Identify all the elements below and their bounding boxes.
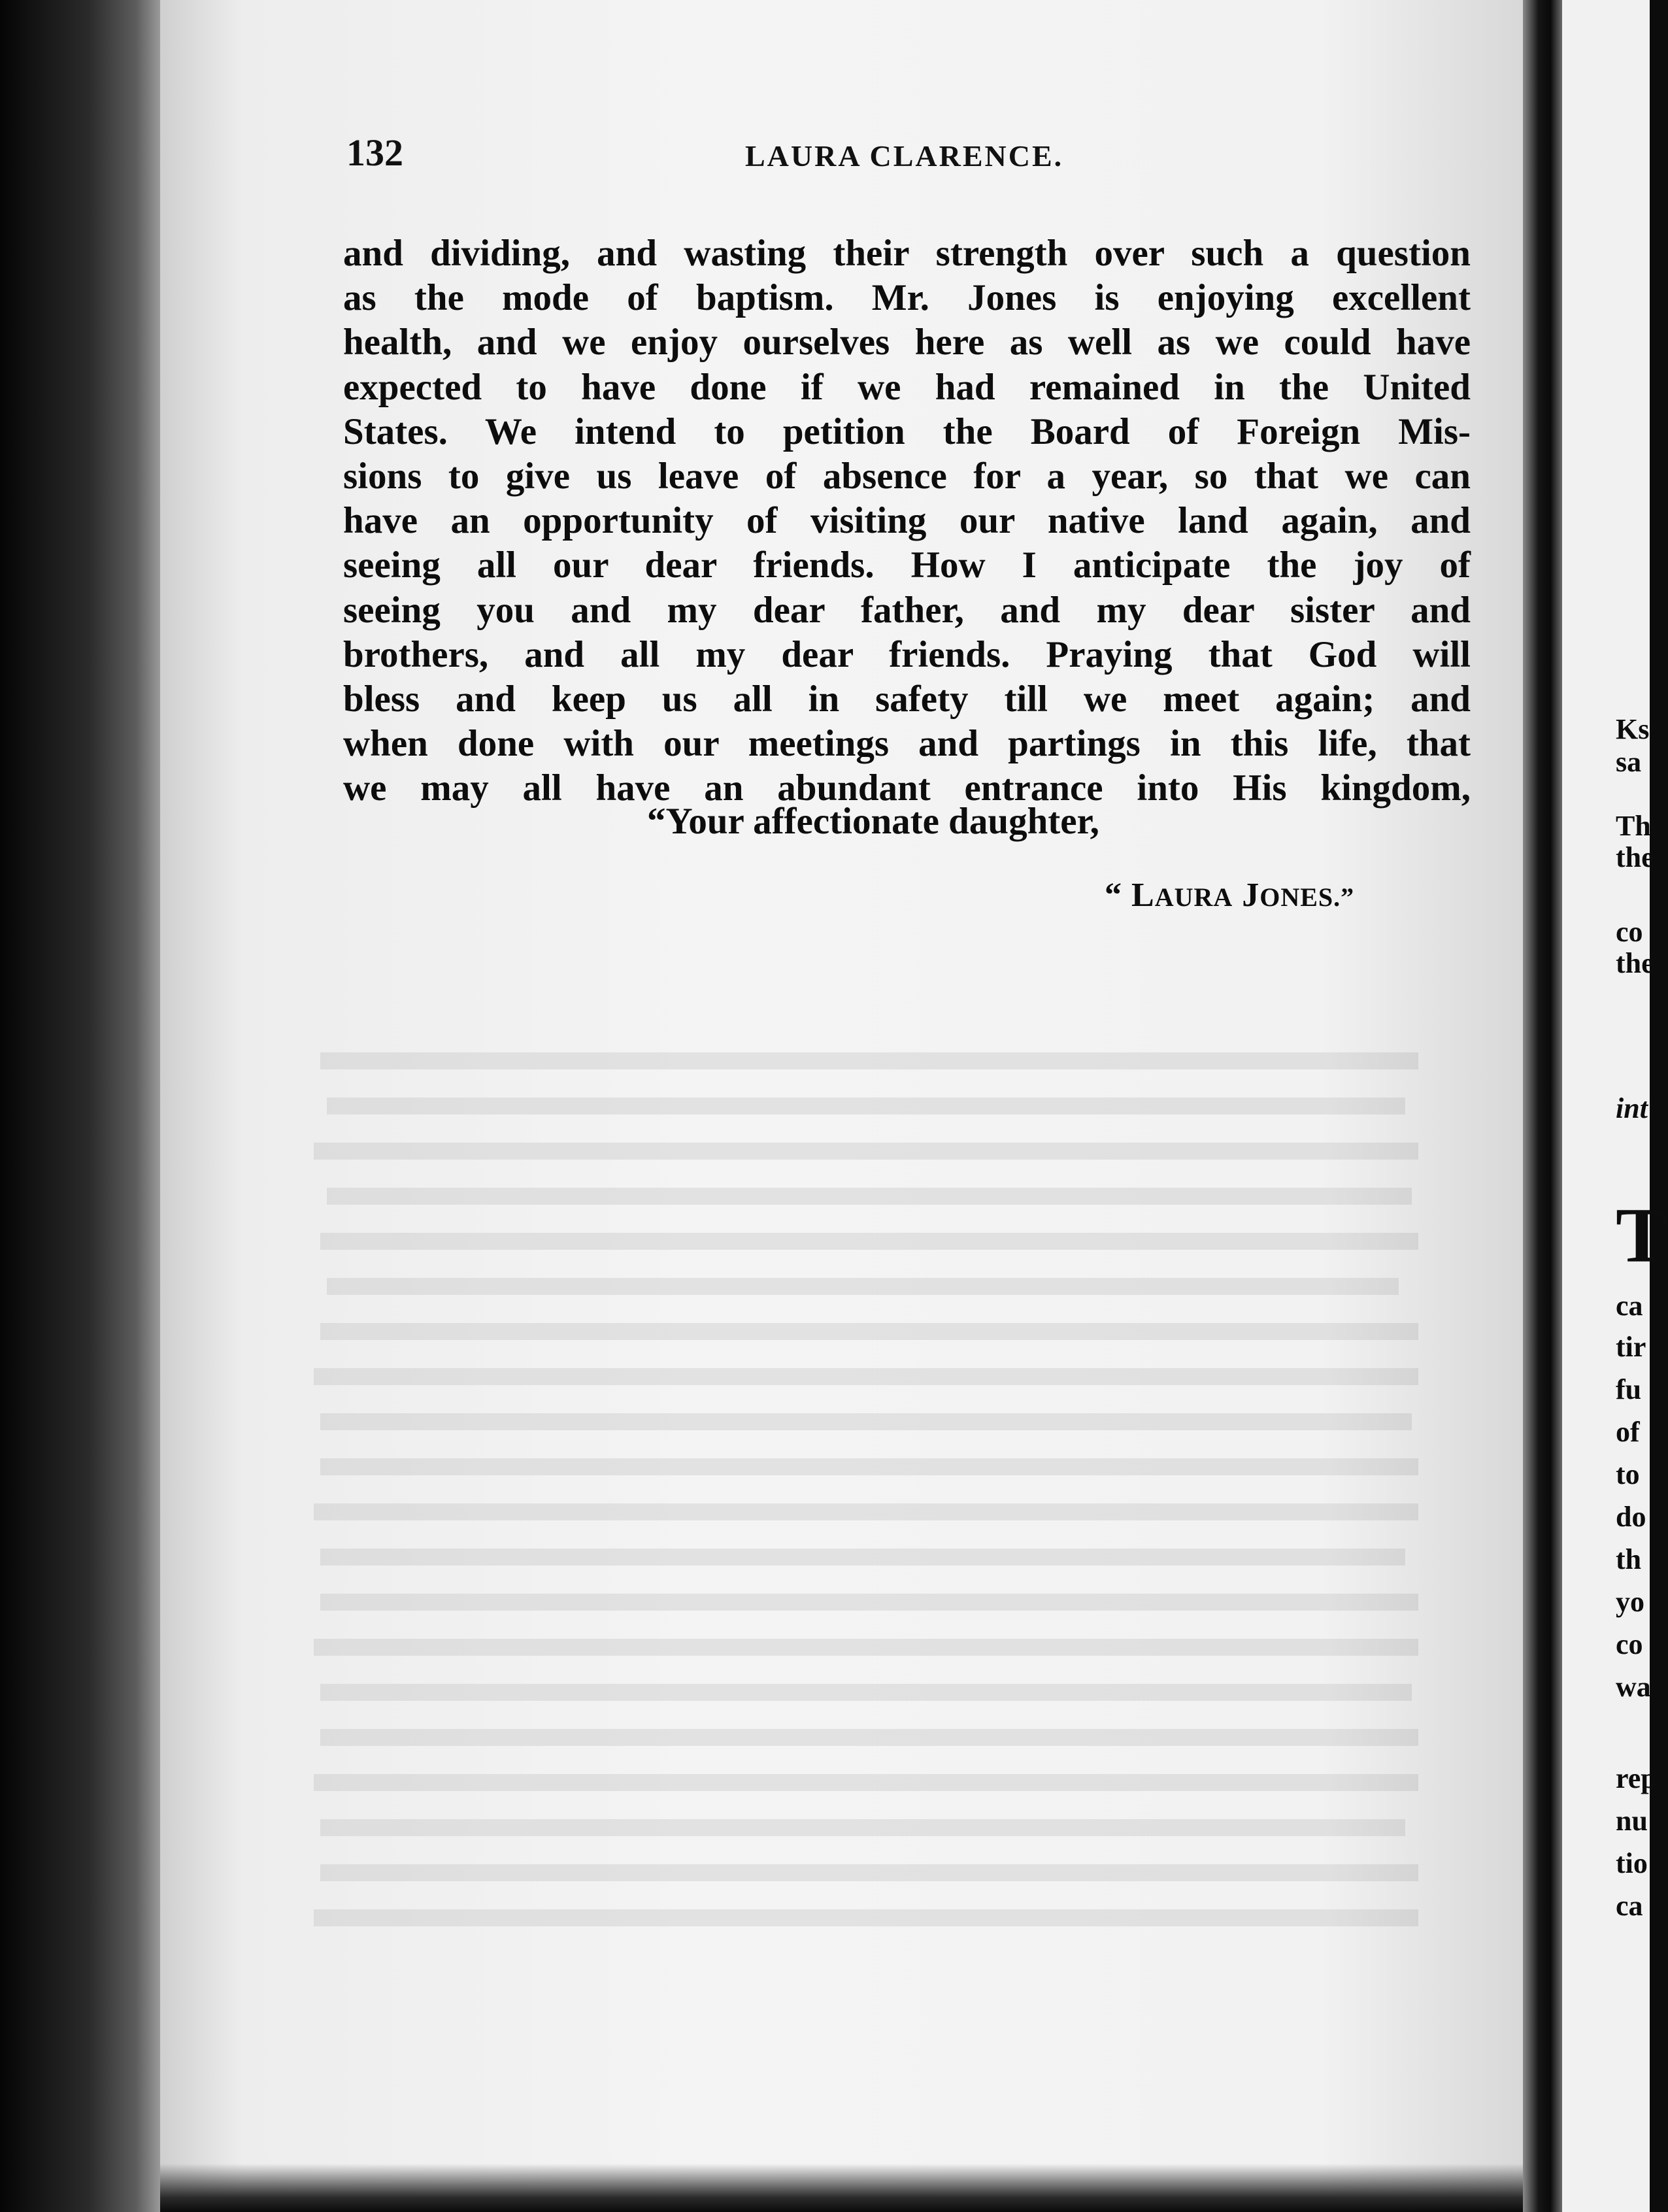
text-line: States. We intend to petition the Board of Foreign Mis- (343, 411, 1471, 452)
facing-page-text: ca (1616, 1290, 1643, 1322)
facing-page-text: th (1616, 1543, 1642, 1575)
signature-last-rest: ONES.” (1259, 882, 1355, 912)
text-line: brothers, and all my dear friends. Praying that God will (343, 633, 1471, 675)
facing-page-text: int (1616, 1092, 1648, 1124)
letter-closing: “Your affectionate daughter, (647, 801, 1099, 842)
facing-page-text: the (1616, 841, 1654, 873)
text-line: seeing you and my dear father, and my dear sister and (343, 589, 1471, 631)
text-line: and dividing, and wasting their strength over such a question (343, 233, 1471, 274)
facing-page-text: Th (1616, 810, 1651, 842)
facing-page-text: tir (1616, 1331, 1646, 1363)
facing-page-text: sa (1616, 746, 1642, 778)
scan-border-left (0, 0, 160, 2212)
text-line: have an opportunity of visiting our native land again, and (343, 500, 1471, 542)
signature-open-quote: “ (1105, 877, 1122, 914)
running-title: LAURA CLARENCE. (745, 139, 1064, 173)
facing-page-text: to (1616, 1458, 1640, 1490)
facing-page-text: do (1616, 1501, 1646, 1533)
facing-page-drop-cap: T (1616, 1192, 1668, 1279)
facing-page-text: of (1616, 1416, 1640, 1448)
text-line: health, and we enjoy ourselves here as well as we could have (343, 322, 1471, 363)
signature-first-rest: AURA (1154, 882, 1233, 912)
text-line: expected to have done if we had remained in the United (343, 366, 1471, 408)
body-text (343, 231, 1471, 811)
letter-signature (1105, 876, 1354, 914)
text-line: as the mode of baptism. Mr. Jones is enjoying excellent (343, 277, 1471, 319)
show-through-lines (307, 1046, 1418, 2026)
text-line: when done with our meetings and partings in this life, that (343, 723, 1471, 765)
page-bottom-shadow (160, 2164, 1523, 2212)
show-through-texture (307, 1046, 1418, 2038)
text-line: we may all have an abundant entrance into His kingdom, (343, 767, 1471, 809)
signature-last-initial: J (1242, 877, 1260, 914)
signature-first-initial: L (1131, 877, 1155, 914)
facing-page-text: tio (1616, 1847, 1648, 1879)
facing-page-text: nu (1616, 1805, 1648, 1837)
facing-page-text: the (1616, 947, 1654, 979)
text-line: seeing all our dear friends. How I anticipate the joy of (343, 545, 1471, 586)
page-header (346, 131, 1471, 183)
facing-page-text: wa (1616, 1671, 1651, 1703)
facing-page-text: co (1616, 1628, 1643, 1660)
facing-page-text: Ks (1616, 713, 1650, 745)
book-gutter (1523, 0, 1562, 2212)
text-line: sions to give us leave of absence for a year, so that we can (343, 456, 1471, 497)
facing-page-text: co (1616, 916, 1643, 948)
facing-page-text: rep (1616, 1762, 1657, 1794)
facing-page-text: ca (1616, 1890, 1643, 1922)
text-line: bless and keep us all in safety till we meet again; and (343, 679, 1471, 720)
facing-page-fragment (1562, 0, 1668, 2212)
facing-page-text: yo (1616, 1586, 1644, 1618)
facing-page-text: fu (1616, 1373, 1642, 1405)
page-number: 132 (346, 131, 403, 174)
